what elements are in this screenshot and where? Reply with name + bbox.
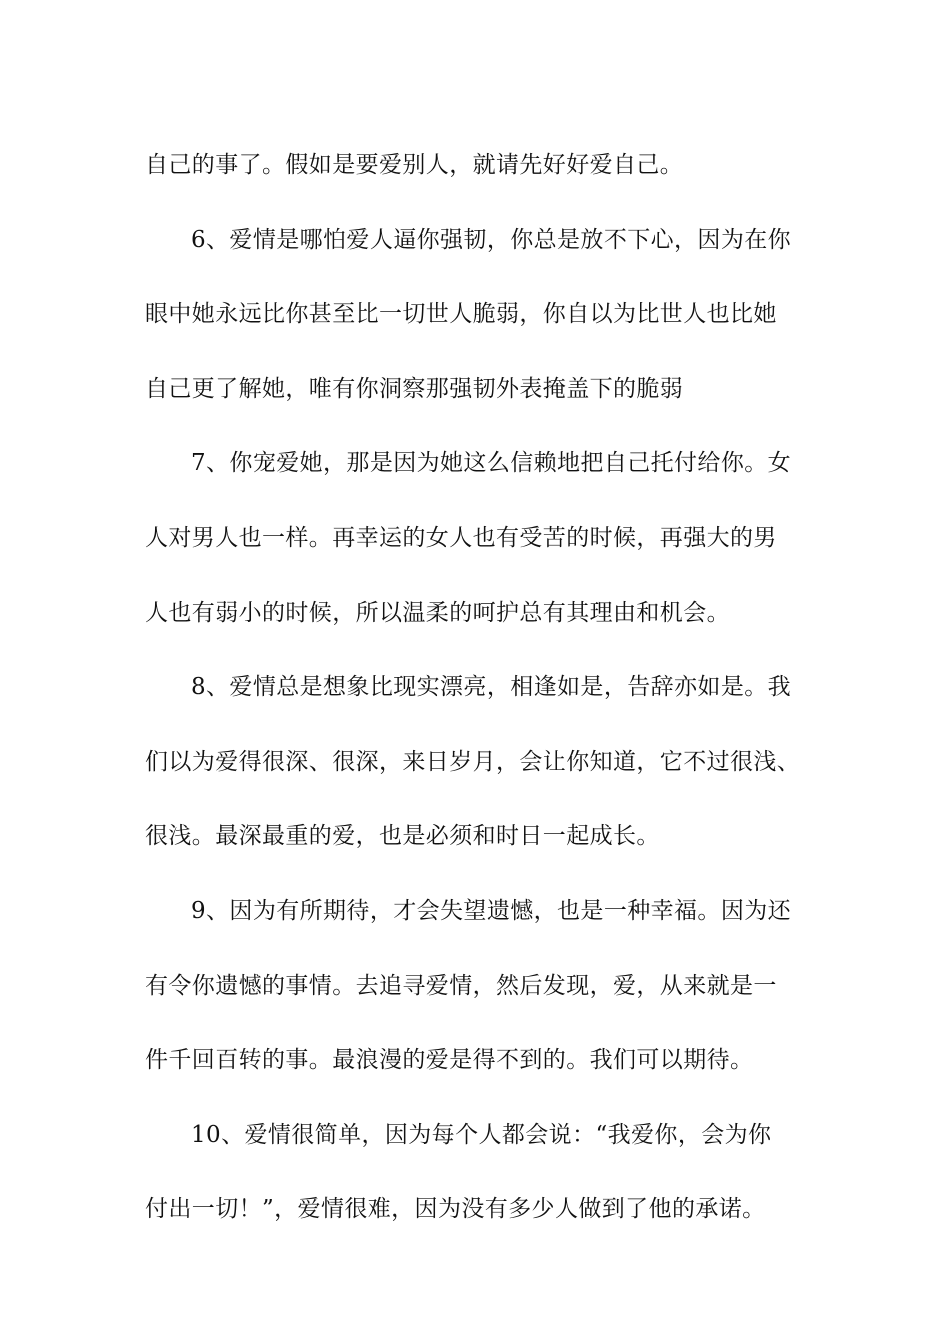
- paragraph-8-line-1: 8、爱情总是想象比现实漂亮，相逢如是，告辞亦如是。我: [191, 674, 792, 701]
- paragraph-9-line-1: 9、因为有所期待，才会失望遗憾，也是一种幸福。因为还: [191, 897, 792, 924]
- paragraph-7-line-1: 7、你宠爱她，那是因为她这么信赖地把自己托付给你。女: [191, 450, 792, 477]
- document-body: [145, 128, 825, 1247]
- text-line: 很浅。最深最重的爱，也是必须和时日一起成长。: [145, 823, 660, 850]
- text-line: 们以为爱得很深、很深，来日岁月，会让你知道，它不过很浅、: [145, 748, 801, 775]
- text-line: 付出一切！”，爱情很难，因为没有多少人做到了他的承诺。: [145, 1196, 766, 1223]
- paragraph-10-line-1: 10、爱情很简单，因为每个人都会说：“我爱你，会为你: [191, 1121, 772, 1148]
- text-line: 自己更了解她，唯有你洞察那强韧外表掩盖下的脆弱: [145, 375, 684, 402]
- text-line: 自己的事了。假如是要爱别人，就请先好好爱自己。: [145, 152, 684, 178]
- text-line: 件千回百转的事。最浪漫的爱是得不到的。我们可以期待。: [145, 1047, 754, 1074]
- text-line: 眼中她永远比你甚至比一切世人脆弱，你自以为比世人也比她: [145, 301, 777, 328]
- text-line: 人也有弱小的时候，所以温柔的呵护总有其理由和机会。: [145, 599, 730, 626]
- text-line: 有令你遗憾的事情。去追寻爱情，然后发现，爱，从来就是一: [145, 972, 777, 999]
- text-line: 人对男人也一样。再幸运的女人也有受苦的时候，再强大的男: [145, 524, 777, 551]
- paragraph-6-line-1: 6、爱情是哪怕爱人逼你强韧，你总是放不下心，因为在你: [191, 226, 792, 253]
